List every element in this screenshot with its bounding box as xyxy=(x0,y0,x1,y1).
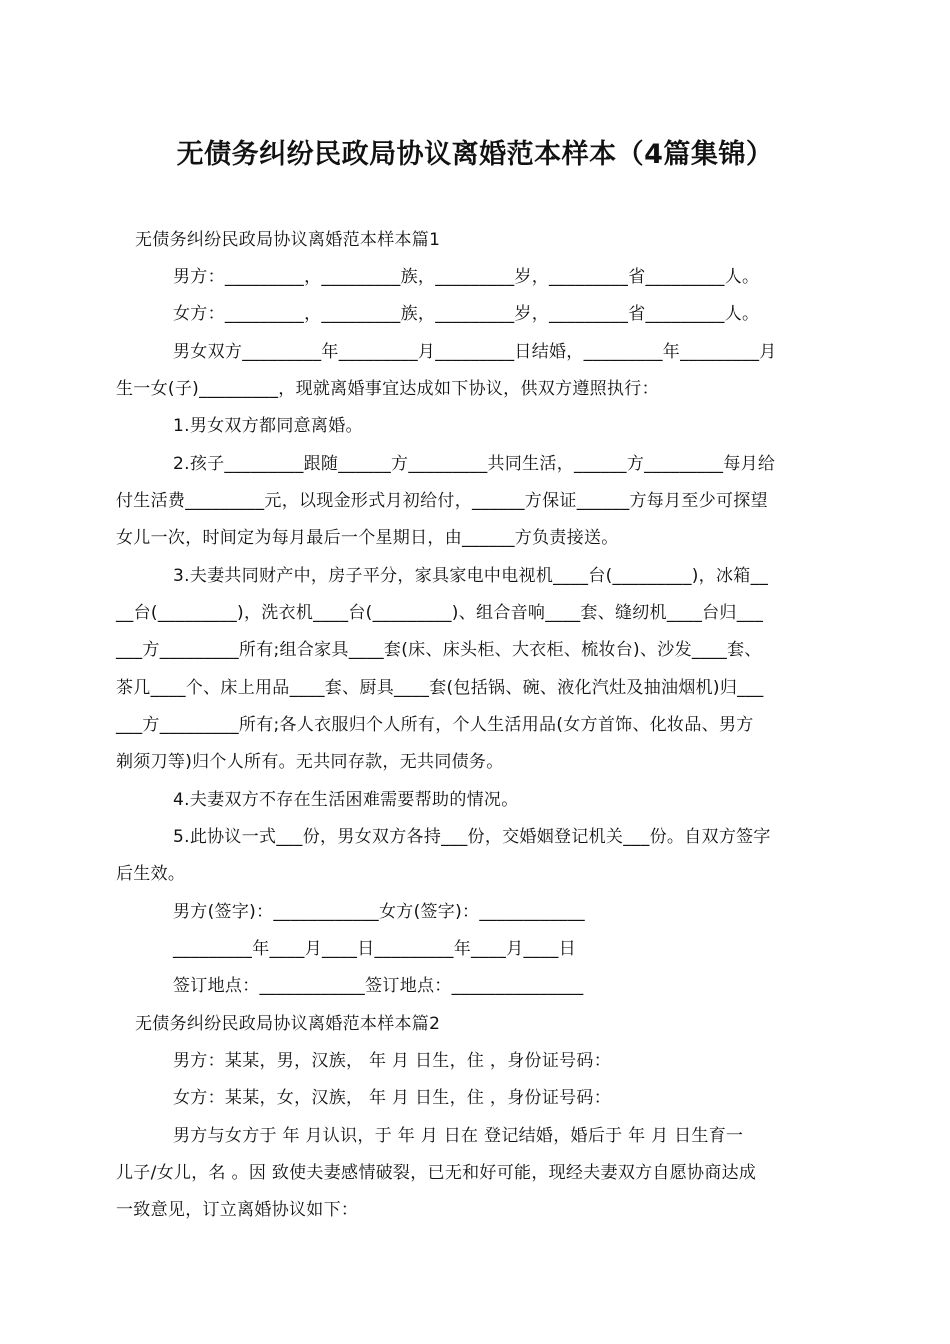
paragraph-line: 男女双方_________年_________月_________日结婚，_________年_________月 xyxy=(173,342,777,362)
paragraph-line: 男方：某某，男，汉族， 年 月 日生，住 ，身份证号码： xyxy=(173,1051,612,1071)
paragraph-line: 生一女(子)_________，现就离婚事宜达成如下协议，供双方遵照执行： xyxy=(116,379,659,399)
location-line: 签订地点：____________签订地点：_______________ xyxy=(173,976,584,996)
paragraph-line: 一致意见，订立离婚协议如下： xyxy=(116,1200,359,1220)
paragraph-line: 4.夫妻双方不存在生活困难需要帮助的情况。 xyxy=(173,790,519,810)
paragraph-line: 儿子/女儿，名 。因 致使夫妻感情破裂，已无和好可能，现经夫妻双方自愿协商达成 xyxy=(116,1163,757,1183)
paragraph-line: 3.夫妻共同财产中，房子平分，家具家电中电视机____台(_________)，冰箱__ xyxy=(173,566,769,586)
paragraph-line: 后生效。 xyxy=(116,864,186,884)
date-line: _________年____月____日_________年____月____日 xyxy=(173,939,576,959)
paragraph-line: __台(_________)，洗衣机____台(_________)、组合音响____套、缝纫机____台归___ xyxy=(116,603,764,623)
paragraph-line: 女方：_________，_________族，_________岁，_________省_________人。 xyxy=(173,304,760,324)
paragraph-line: 2.孩子_________跟随______方_________共同生活，______方_________每月给 xyxy=(173,454,776,474)
paragraph-line: ___方_________所有;组合家具____套(床、床头柜、大衣柜、梳妆台)、沙发____套、 xyxy=(116,640,762,660)
paragraph-line: ___方_________所有;各人衣服归个人所有，个人生活用品(女方首饰、化妆品、男方 xyxy=(116,715,754,735)
paragraph-line: 1.男女双方都同意离婚。 xyxy=(173,416,363,436)
paragraph-line: 剃须刀等)归个人所有。无共同存款，无共同债务。 xyxy=(116,752,504,772)
paragraph-line: 茶几____个、床上用品____套、厨具____套(包括锅、碗、液化汽灶及抽油烟机)归___ xyxy=(116,678,764,698)
section-heading: 无债务纠纷民政局协议离婚范本样本篇2 xyxy=(135,1014,441,1034)
paragraph-line: 男方与女方于 年 月认识，于 年 月 日在 登记结婚，婚后于 年 月 日生育一 xyxy=(173,1126,744,1146)
paragraph-line: 男方：_________，_________族，_________岁，_________省_________人。 xyxy=(173,267,760,287)
paragraph-line: 女儿一次，时间定为每月最后一个星期日，由______方负责接送。 xyxy=(116,528,619,548)
paragraph-line: 5.此协议一式___份，男女双方各持___份，交婚姻登记机关___份。自双方签字 xyxy=(173,827,771,847)
document-title: 无债务纠纷民政局协议离婚范本样本（4篇集锦） xyxy=(176,139,774,170)
paragraph-line: 女方：某某，女，汉族， 年 月 日生，住 ，身份证号码： xyxy=(173,1088,612,1108)
section-heading: 无债务纠纷民政局协议离婚范本样本篇1 xyxy=(135,230,441,250)
paragraph-line: 付生活费_________元，以现金形式月初给付，______方保证______方每月至少可探望 xyxy=(116,491,768,511)
signature-line: 男方(签字)：____________女方(签字)：____________ xyxy=(173,902,585,922)
